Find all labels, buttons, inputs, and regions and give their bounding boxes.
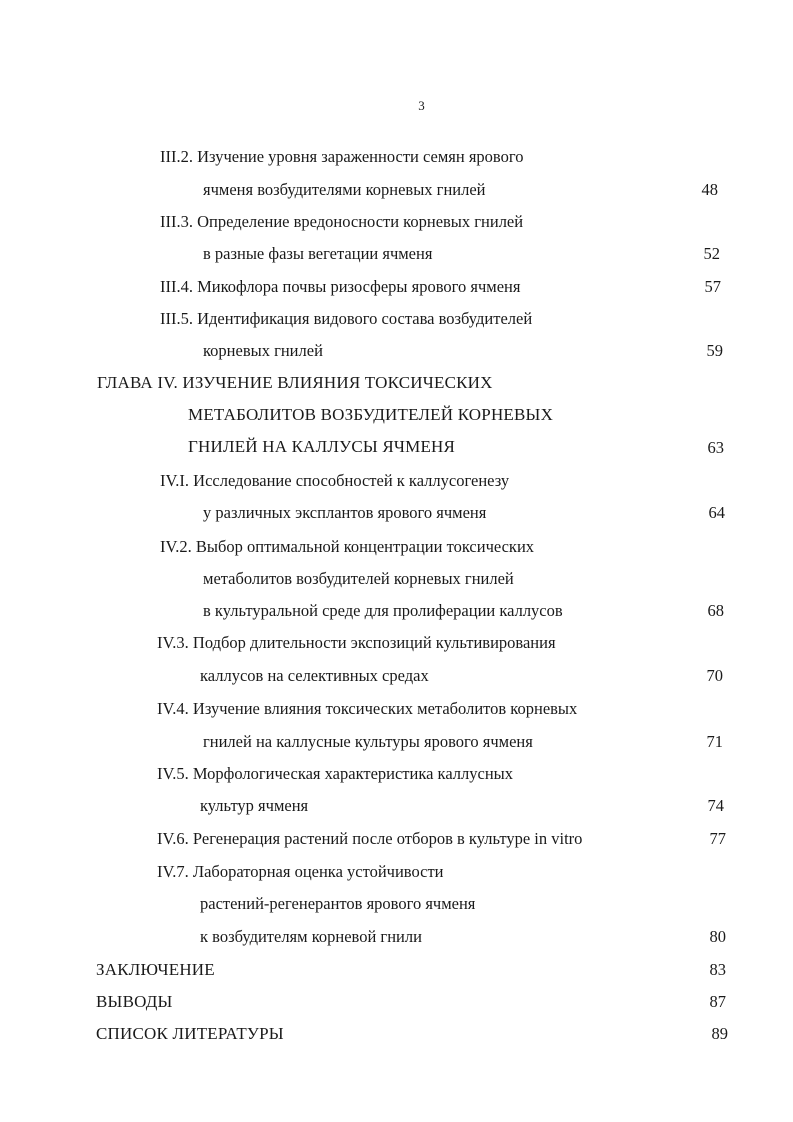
toc-page-iv-7: 80 xyxy=(709,927,726,946)
toc-chapter-iv-line2: МЕТАБОЛИТОВ ВОЗБУДИТЕЛЕЙ КОРНЕВЫХ xyxy=(188,405,554,424)
toc-chapter-iv-line1: ГЛАВА IV. ИЗУЧЕНИЕ ВЛИЯНИЯ ТОКСИЧЕСКИХ xyxy=(97,373,493,392)
toc-page-iv-2: 68 xyxy=(707,601,724,620)
toc-page-references: 89 xyxy=(711,1024,728,1043)
toc-entry-iv-3-line1: IV.3. Подбор длительности экспозиций культивирования xyxy=(157,633,556,652)
toc-page-iv-1: 64 xyxy=(708,503,725,522)
toc-conclusion: ЗАКЛЮЧЕНИЕ xyxy=(96,960,215,979)
toc-entry-iv-3-line2: каллусов на селективных средах xyxy=(200,666,429,685)
toc-entry-iv-5-line1: IV.5. Морфологическая характеристика каллусных xyxy=(157,764,513,783)
toc-entry-iii-4: III.4. Микофлора почвы ризосферы ярового ячменя xyxy=(160,277,521,296)
toc-findings: ВЫВОДЫ xyxy=(96,992,173,1011)
toc-entry-iv-7-line2: растений-регенерантов ярового ячменя xyxy=(200,894,476,913)
toc-page-iv-5: 74 xyxy=(707,796,724,815)
toc-entry-iv-2-line3: в культуральной среде для пролиферации каллусов xyxy=(203,601,563,620)
toc-references: СПИСОК ЛИТЕРАТУРЫ xyxy=(96,1024,284,1043)
toc-entry-iv-4-line2: гнилей на каллусные культуры ярового ячменя xyxy=(203,732,533,751)
toc-page-iii-4: 57 xyxy=(704,277,721,296)
toc-page-iv-3: 70 xyxy=(706,666,723,685)
toc-entry-iii-5-line1: III.5. Идентификация видового состава возбудителей xyxy=(160,309,533,328)
toc-page-iv-6: 77 xyxy=(709,829,726,848)
toc-entry-iv-2-line2: метаболитов возбудителей корневых гнилей xyxy=(203,569,514,588)
toc-entry-iv-1-line2: у различных эксплантов ярового ячменя xyxy=(203,503,487,522)
toc-page-iv-4: 71 xyxy=(706,732,723,751)
toc-entry-iv-5-line2: культур ячменя xyxy=(200,796,309,815)
toc-page-iii-2: 48 xyxy=(701,180,718,199)
toc-page-conclusion: 83 xyxy=(709,960,726,979)
toc-entry-iv-4-line1: IV.4. Изучение влияния токсических метаболитов корневых xyxy=(157,699,578,718)
toc-page-findings: 87 xyxy=(709,992,726,1011)
toc-entry-iv-6: IV.6. Регенерация растений после отборов в культуре in vitro xyxy=(157,829,583,848)
toc-page-iii-5: 59 xyxy=(706,341,723,360)
toc-entry-iv-7-line3: к возбудителям корневой гнили xyxy=(200,927,422,946)
toc-entry-iii-3-line2: в разные фазы вегетации ячменя xyxy=(203,244,433,263)
toc-entry-iii-2-line1: III.2. Изучение уровня зараженности семян ярового xyxy=(160,147,524,166)
toc-entry-iii-3-line1: III.3. Определение вредоносности корневых гнилей xyxy=(160,212,524,231)
toc-entry-iv-2-line1: IV.2. Выбор оптимальной концентрации токсических xyxy=(160,537,535,556)
toc-entry-iii-5-line2: корневых гнилей xyxy=(203,341,323,360)
toc-entry-iv-1-line1: IV.I. Исследование способностей к каллусогенезу xyxy=(160,471,510,490)
toc-page-chapter-iv: 63 xyxy=(707,438,724,457)
page-number: 3 xyxy=(418,98,425,113)
toc-chapter-iv-line3: ГНИЛЕЙ НА КАЛЛУСЫ ЯЧМЕНЯ xyxy=(188,437,456,456)
toc-entry-iv-7-line1: IV.7. Лабораторная оценка устойчивости xyxy=(157,862,444,881)
toc-entry-iii-2-line2: ячменя возбудителями корневых гнилей xyxy=(203,180,486,199)
toc-page-iii-3: 52 xyxy=(703,244,720,263)
